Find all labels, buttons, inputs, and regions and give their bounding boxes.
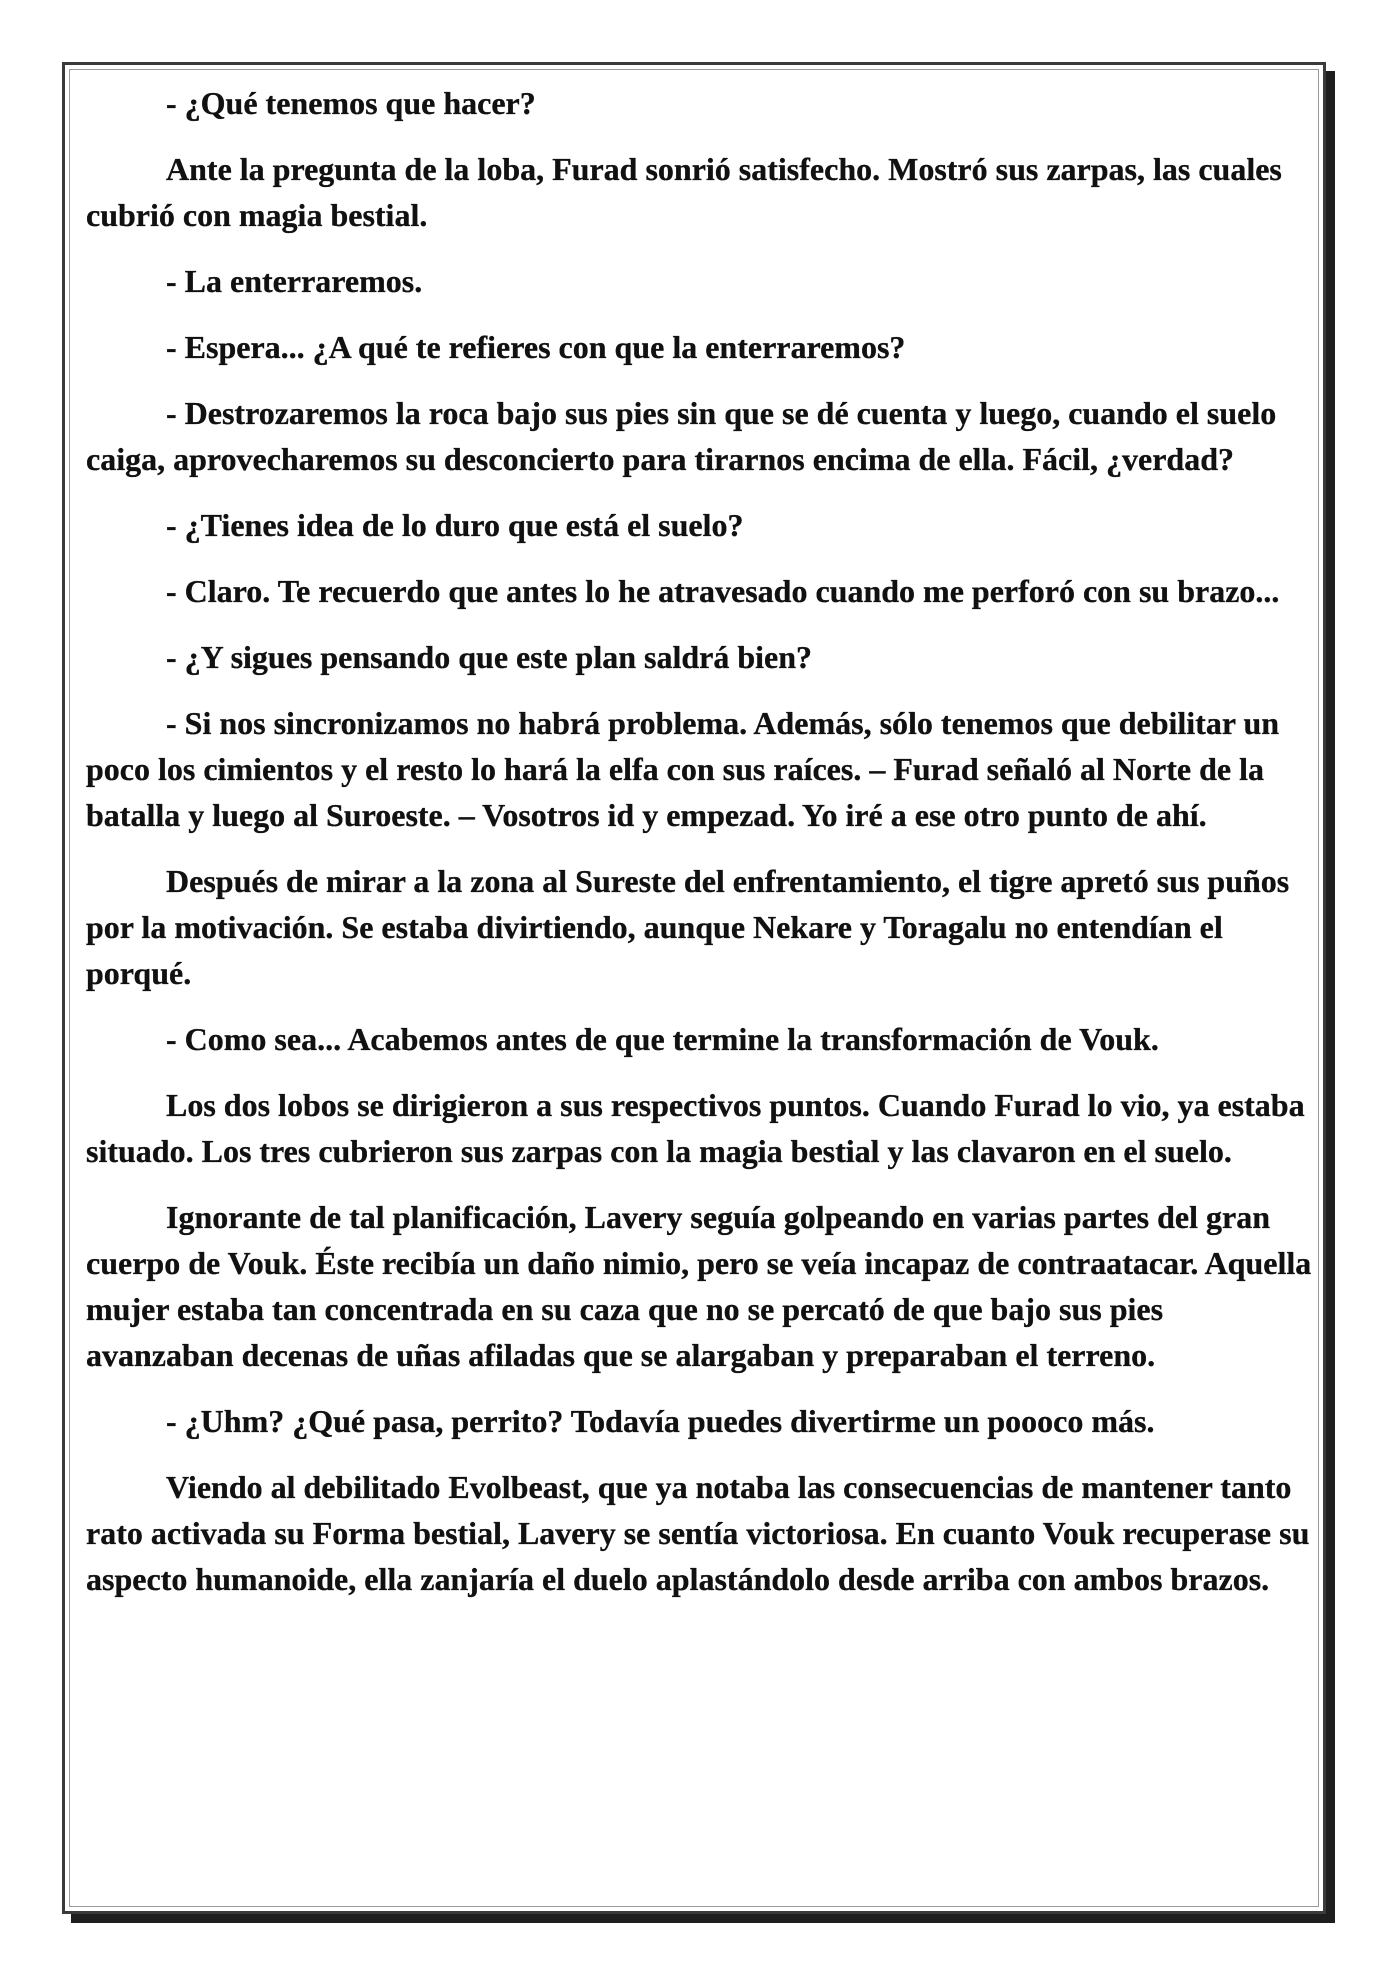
paragraph: - La enterraremos. (166, 263, 423, 299)
paragraph: - Como sea... Acabemos antes de que termine la transformación de Vouk. (166, 1021, 1159, 1057)
paragraph: Los dos lobos se dirigieron a sus respectivos puntos. Cuando Furad lo vio, ya estaba situado. Los tres cubrieron sus zarpas con la magia bestial y las clavaron en el suelo. (86, 1087, 1305, 1169)
paragraph: - Destrozaremos la roca bajo sus pies sin que se dé cuenta y luego, cuando el suelo caiga, aprovecharemos su desconcierto para tirarnos encima de ella. Fácil, ¿verdad? (86, 395, 1277, 477)
paragraph: - ¿Qué tenemos que hacer? (166, 85, 536, 121)
paragraph: - Espera... ¿A qué te refieres con que la enterraremos? (166, 329, 906, 365)
paragraph: - Claro. Te recuerdo que antes lo he atravesado cuando me perforó con su brazo... (166, 573, 1280, 609)
paragraph: - ¿Y sigues pensando que este plan saldrá bien? (166, 639, 813, 675)
paragraph: - ¿Tienes idea de lo duro que está el suelo? (166, 507, 744, 543)
paragraph: Ignorante de tal planificación, Lavery seguía golpeando en varias partes del gran cuerpo de Vouk. Éste recibía un daño nimio, pero se veía incapaz de contraatacar. Aquella mujer estaba tan concentrada en su caza que no se percató de que bajo sus pies avanzaban decenas de uñas afiladas que se alargaban y preparaban el terreno. (86, 1199, 1312, 1373)
document-body (86, 80, 1318, 1622)
paragraph: - Si nos sincronizamos no habrá problema. Además, sólo tenemos que debilitar un poco los cimientos y el resto lo hará la elfa con sus raíces. – Furad señaló al Norte de la batalla y luego al Suroeste. – Vosotros id y empezad. Yo iré a ese otro punto de ahí. (86, 705, 1280, 833)
paragraph: Ante la pregunta de la loba, Furad sonrió satisfecho. Mostró sus zarpas, las cuales cubrió con magia bestial. (86, 151, 1282, 233)
paragraph: Viendo al debilitado Evolbeast, que ya notaba las consecuencias de mantener tanto rato activada su Forma bestial, Lavery se sentía victoriosa. En cuanto Vouk recuperase su aspecto humanoide, ella zanjaría el duelo aplastándolo desde arriba con ambos brazos. (86, 1469, 1310, 1597)
paragraph: - ¿Uhm? ¿Qué pasa, perrito? Todavía puedes divertirme un poooco más. (166, 1403, 1155, 1439)
paragraph: Después de mirar a la zona al Sureste del enfrentamiento, el tigre apretó sus puños por la motivación. Se estaba divirtiendo, aunque Nekare y Toragalu no entendían el porqué. (86, 863, 1290, 991)
